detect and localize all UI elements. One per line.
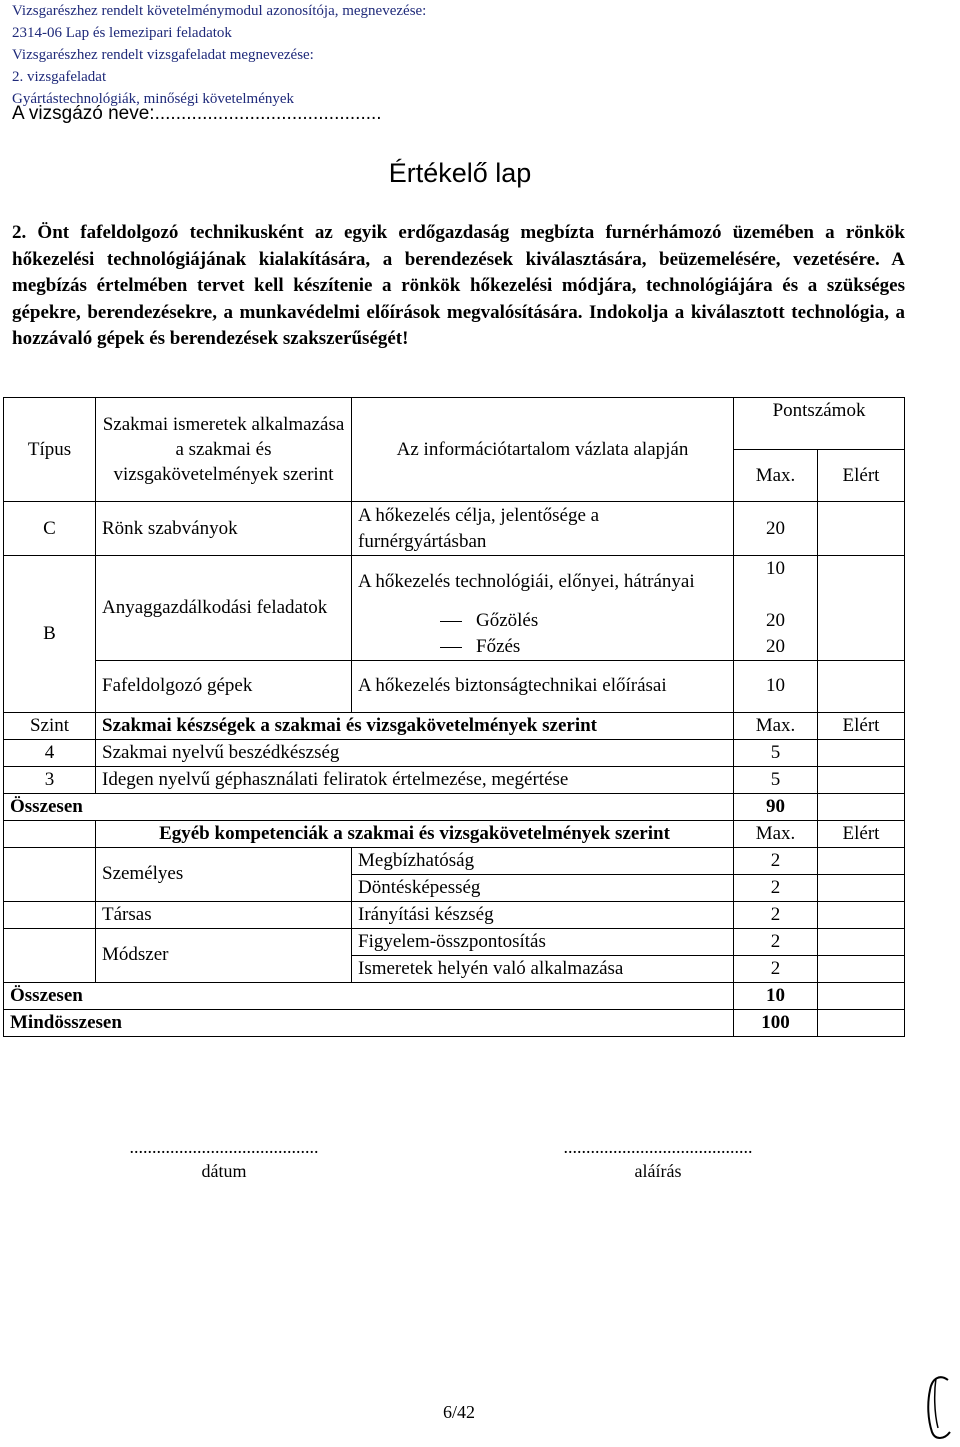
max-boiling: 20: [734, 634, 818, 661]
subtotal-label: Összesen: [4, 793, 734, 820]
skill-level: 3: [4, 766, 96, 793]
competency-achieved[interactable]: [818, 955, 905, 982]
info-technologies: A hőkezelés technológiái, előnyei, hátrányai: [352, 556, 734, 608]
date-signature-block: [74, 1135, 374, 1183]
page-number: 6/42: [442, 1402, 475, 1422]
competency-max: 2: [734, 928, 818, 955]
header-task-name: Gyártástechnológiák, minőségi követelmények: [12, 91, 295, 107]
grand-total-achieved[interactable]: [818, 1009, 905, 1036]
dash-marker: [440, 621, 462, 622]
achieved-technologies[interactable]: [818, 556, 905, 608]
signature-dots: ..........................................: [563, 1137, 753, 1157]
grand-total-label: Mindösszesen: [4, 1009, 734, 1036]
info-boiling-cell: [352, 634, 734, 661]
subtotal2-achieved[interactable]: [818, 982, 905, 1009]
competency-blank: [4, 901, 96, 928]
topic-machines: Fafeldolgozó gépek: [96, 660, 352, 712]
date-dots: ..........................................: [129, 1137, 319, 1157]
topic-material-management: Anyaggazdálkodási feladatok: [96, 556, 352, 661]
competency-name: Ismeretek helyén való alkalmazása: [352, 955, 734, 982]
competency-header: Egyéb kompetenciák a szakmai és vizsgakövetelmények szerint: [96, 820, 734, 847]
competency-achieved[interactable]: [818, 874, 905, 901]
skills-header: Szakmai készségek a szakmai és vizsgakövetelmények szerint: [96, 712, 734, 739]
level-header: Szint: [4, 712, 96, 739]
competency-level-empty: [4, 820, 96, 847]
competency-achieved[interactable]: [818, 901, 905, 928]
subtotal2-max: 10: [734, 982, 818, 1009]
subtotal-achieved[interactable]: [818, 793, 905, 820]
skill-achieved[interactable]: [818, 739, 905, 766]
candidate-name-line: A vizsgázó neve:...........................................: [12, 103, 382, 124]
skill-name: Idegen nyelvű géphasználati feliratok értelmezése, megértése: [96, 766, 734, 793]
competency-group-method: Módszer: [96, 928, 352, 982]
skill-name: Szakmai nyelvű beszédkészség: [96, 739, 734, 766]
info-boiling: Főzés: [476, 635, 521, 657]
achieved-purpose[interactable]: [818, 502, 905, 556]
topic-log-standards: Rönk szabványok: [96, 502, 352, 556]
skill-max: 5: [734, 766, 818, 793]
achieved-steaming[interactable]: [818, 608, 905, 634]
competency-max: 2: [734, 901, 818, 928]
header-type: Típus: [4, 398, 96, 502]
row-type-c: C: [4, 502, 96, 556]
competency-max-header: Max.: [734, 820, 818, 847]
header-max: Max.: [734, 450, 818, 502]
competency-achieved-header: Elért: [818, 820, 905, 847]
skills-max-header: Max.: [734, 712, 818, 739]
header-module-label: Vizsgarészhez rendelt követelménymodul azonosítója, megnevezése:: [12, 3, 427, 19]
max-safety: 10: [734, 660, 818, 712]
competency-name: Megbízhatóság: [352, 847, 734, 874]
info-steaming-cell: [352, 608, 734, 634]
competency-max: 2: [734, 874, 818, 901]
task-description: 2. Önt fafeldolgozó technikusként az egyik erdőgazdaság megbízta furnérhámozó üzemében a rönkök hőkezelési technológiájának kialakítására, a berendezések kiválasztására, beüzemelésére, vezetésére. A megbízás értelmében tervet kell készítenie a rönkök hőkezelési módjára, technológiájára és a szükséges gépekre, berendezésekre, a munkavédelmi előírások megvalósítására. Indokolja a kiválasztott technológia, a hozzávaló gépek és berendezések szakszerűségét!: [12, 222, 905, 349]
competency-achieved[interactable]: [818, 847, 905, 874]
competency-group-social: Társas: [96, 901, 352, 928]
info-purpose: A hőkezelés célja, jelentősége a furnérgyártásban: [352, 502, 734, 556]
achieved-safety[interactable]: [818, 660, 905, 712]
row-type-b: B: [4, 556, 96, 713]
header-module-value: 2314-06 Lap és lemezipari feladatok: [12, 25, 232, 41]
competency-max: 2: [734, 955, 818, 982]
header-points: Pontszámok: [734, 398, 905, 450]
skill-level: 4: [4, 739, 96, 766]
info-steaming: Gőzölés: [476, 609, 539, 631]
max-technologies: 10: [734, 556, 818, 608]
header-achieved: Elért: [818, 450, 905, 502]
subtotal2-label: Összesen: [4, 982, 734, 1009]
max-steaming: 20: [734, 608, 818, 634]
competency-blank: [4, 928, 96, 982]
skills-achieved-header: Elért: [818, 712, 905, 739]
competency-achieved[interactable]: [818, 928, 905, 955]
page-title-text: Értékelő lap: [388, 158, 532, 188]
signature-label: aláírás: [634, 1161, 682, 1181]
info-safety: A hőkezelés biztonságtechnikai előírásai: [352, 660, 734, 712]
document-header: [12, 0, 426, 110]
page-title: [0, 158, 960, 189]
competency-blank: [4, 847, 96, 901]
competency-group-personal: Személyes: [96, 847, 352, 901]
grand-total-max: 100: [734, 1009, 818, 1036]
header-info-outline: Az információtartalom vázlata alapján: [352, 398, 734, 502]
competency-name: Figyelem-összpontosítás: [352, 928, 734, 955]
evaluation-table: [3, 397, 905, 1037]
header-knowledge: Szakmai ismeretek alkalmazása a szakmai és vizsgakövetelmények szerint: [96, 398, 352, 502]
skill-max: 5: [734, 739, 818, 766]
subtotal-max: 90: [734, 793, 818, 820]
header-task-label: Vizsgarészhez rendelt vizsgafeladat megnevezése:: [12, 47, 314, 63]
competency-name: Irányítási készség: [352, 901, 734, 928]
max-purpose: 20: [734, 502, 818, 556]
dash-marker: [440, 647, 462, 648]
handwritten-initial-icon: [922, 1372, 956, 1444]
competency-max: 2: [734, 847, 818, 874]
competency-name: Döntésképesség: [352, 874, 734, 901]
date-label: dátum: [201, 1161, 247, 1181]
header-task-number: 2. vizsgafeladat: [12, 69, 107, 85]
skill-achieved[interactable]: [818, 766, 905, 793]
achieved-boiling[interactable]: [818, 634, 905, 661]
signature-block: [508, 1135, 808, 1183]
